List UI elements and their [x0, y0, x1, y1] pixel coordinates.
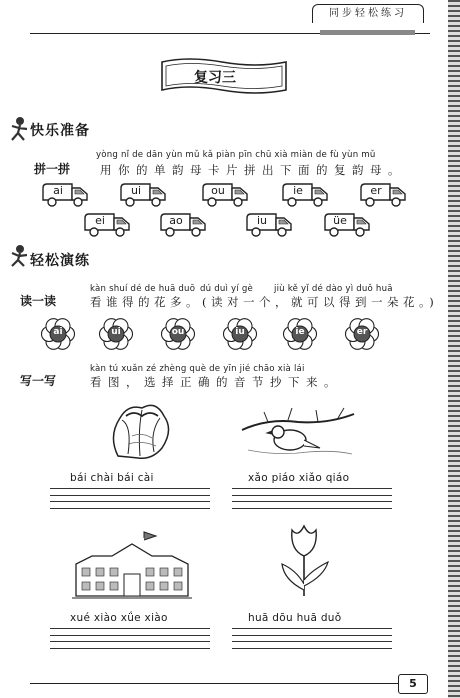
footer-rule: [30, 683, 398, 684]
section1-title: 快乐准备: [30, 123, 90, 139]
read-pinyin-a: kàn shuí dé de huā duō: [90, 284, 196, 294]
runner-icon: [8, 116, 30, 142]
flower-vowel-label: ou: [171, 327, 185, 337]
car-card: [280, 180, 330, 208]
flower-vowel-label: iu: [235, 327, 245, 337]
car-vowel-label: ai: [53, 184, 63, 197]
section1-pinyin: yòng nǐ de dān yùn mǔ kǎ piàn pīn chū xià miàn de fù yùn mǔ: [96, 150, 376, 160]
write-pinyin: kàn tú xuǎn zé zhèng què de yīn jié chāo xià lái: [90, 364, 305, 374]
car-vowel-label: üe: [333, 214, 347, 227]
car-vowel-label: ou: [211, 184, 225, 197]
cabbage-picture: [98, 396, 178, 464]
read-label: 读一读: [20, 294, 57, 308]
section2-title: 轻松演练: [30, 253, 90, 269]
answer-bird: xǎo piáo xiǎo qiáo: [248, 472, 350, 484]
banner-title: 复习三: [194, 70, 236, 86]
flower-vowel-label: ai: [53, 327, 63, 337]
answer-flower: huā dōu huā duǒ: [248, 612, 342, 624]
flower-vowel-label: er: [356, 327, 368, 337]
car-card: [82, 210, 132, 238]
school-picture: [72, 530, 192, 604]
flower-vowel-label: ie: [295, 327, 305, 337]
flower-card: [344, 316, 380, 352]
page-edge-strip: [448, 0, 460, 698]
header-bar: [320, 30, 415, 35]
car-vowel-label: ao: [169, 214, 183, 227]
runner-icon: [8, 244, 30, 268]
bird-picture: [238, 400, 358, 460]
flower-card: [98, 316, 134, 352]
flower-vowel-label: ui: [111, 327, 121, 337]
write-label: 写一写: [20, 374, 57, 388]
car-vowel-label: ei: [95, 214, 105, 227]
car-card: [358, 180, 408, 208]
flower-card: [160, 316, 196, 352]
read-instruction: 看谁得的花多。(读对一个，就可以得到一朵花。): [90, 295, 439, 309]
section1-instruction: 用你的单韵母卡片拼出下面的复韵母。: [100, 163, 406, 177]
page-number: 5: [398, 674, 428, 694]
read-pinyin-c: jiù kě yǐ dé dào yì duǒ huā: [274, 284, 393, 294]
car-vowel-label: ie: [293, 184, 303, 197]
car-vowel-label: er: [370, 184, 382, 197]
flower-card: [40, 316, 76, 352]
pin-label: 拼一拼: [34, 162, 71, 176]
car-vowel-label: ui: [130, 184, 142, 197]
writing-lines[interactable]: [232, 488, 392, 514]
car-card: [118, 180, 168, 208]
writing-lines[interactable]: [232, 628, 392, 654]
read-pinyin-b: dú duì yí gè: [200, 284, 254, 294]
flower-card: [222, 316, 258, 352]
car-card: [40, 180, 90, 208]
flower-card: [282, 316, 318, 352]
car-card: [244, 210, 294, 238]
writing-lines[interactable]: [50, 628, 210, 654]
answer-cabbage: bái chài bái cài: [70, 472, 154, 484]
car-card: [322, 210, 372, 238]
car-vowel-label: iu: [256, 214, 268, 227]
answer-school: xué xiào xǘe xiào: [70, 612, 168, 624]
tulip-picture: [270, 520, 340, 600]
car-card: [200, 180, 250, 208]
series-title: 同步轻松练习: [312, 4, 424, 23]
car-card: [158, 210, 208, 238]
write-instruction: 看图，选择正确的音节抄下来。: [90, 375, 342, 389]
writing-lines[interactable]: [50, 488, 210, 514]
